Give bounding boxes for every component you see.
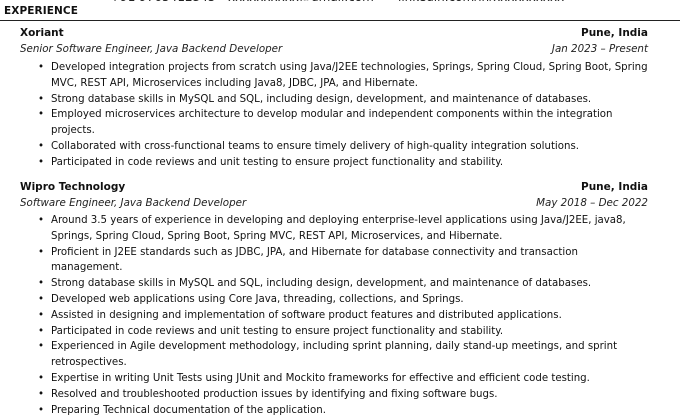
job-role: Software Engineer, Java Backend Developer xyxy=(20,197,247,209)
job-dates: Jan 2023 – Present xyxy=(551,43,648,55)
phone-text xyxy=(110,0,216,1)
job-location: Pune, India xyxy=(581,27,648,39)
bullet-item: • Employed microservices architecture to develop modular and independent components within the integration projects. xyxy=(51,107,651,139)
bullet-item: • Developed web applications using Core Java, threading, collections, and Springs. xyxy=(51,292,651,308)
job-subheader-xoriant xyxy=(20,43,648,56)
bullet-item: • Collaborated with cross-functional teams to ensure timely delivery of high-quality integration solutions. xyxy=(51,139,651,155)
bullet-item: • Participated in code reviews and unit testing to ensure project functionality and stability. xyxy=(51,324,651,340)
bullet-item: • Assisted in designing and implementation of software product features and distributed applications. xyxy=(51,308,651,324)
bullet-item: • Experienced in Agile development methodology, including sprint planning, daily stand-up meetings, and sprint retrospectives. xyxy=(51,339,651,371)
bullet-item: • Expertise in writing Unit Tests using JUnit and Mockito frameworks for effective and efficient code testing. xyxy=(51,371,651,387)
bullet-item: • Preparing Technical documentation of the application. xyxy=(51,403,651,419)
bullet-item: • Participated in code reviews and unit testing to ensure project functionality and stability. xyxy=(51,155,651,171)
contact-line-clipped xyxy=(0,0,680,1)
job-dates: May 2018 – Dec 2022 xyxy=(536,197,648,209)
job-location: Pune, India xyxy=(581,181,648,193)
bullet-item: • Developed integration projects from scratch using Java/J2EE technologies, Springs, Spring Cloud, Spring Boot, Spring MVC, REST API, Microservices including Java8, JDBC, JPA, and Hibernate. xyxy=(51,60,651,92)
bullet-item: • Around 3.5 years of experience in developing and deploying enterprise-level applications using Java/J2EE, java8, Springs, Spring Cloud, Spring Boot, Spring MVC, REST API, Microservices, and Hibernate. xyxy=(51,213,651,245)
bullet-item: • Strong database skills in MySQL and SQL, including design, development, and maintenance of databases. xyxy=(51,276,651,292)
job-bullets-wipro xyxy=(51,213,651,418)
job-header-wipro xyxy=(20,181,648,194)
job-bullets-xoriant xyxy=(51,60,651,171)
section-title-experience: EXPERIENCE xyxy=(4,5,78,17)
section-divider xyxy=(0,20,680,21)
email-link[interactable] xyxy=(228,0,374,1)
company-name: Wipro Technology xyxy=(20,181,126,193)
job-role: Senior Software Engineer, Java Backend Developer xyxy=(20,43,283,55)
bullet-item: • Proficient in J2EE standards such as JDBC, JPA, and Hibernate for database connectivity and transaction management. xyxy=(51,245,651,277)
job-subheader-wipro xyxy=(20,197,648,210)
linkedin-link[interactable] xyxy=(398,0,564,1)
job-header-xoriant xyxy=(20,27,648,40)
bullet-item: • Strong database skills in MySQL and SQL, including design, development, and maintenance of databases. xyxy=(51,92,651,108)
company-name: Xoriant xyxy=(20,27,64,39)
bullet-item: • Resolved and troubleshooted production issues by identifying and fixing software bugs. xyxy=(51,387,651,403)
